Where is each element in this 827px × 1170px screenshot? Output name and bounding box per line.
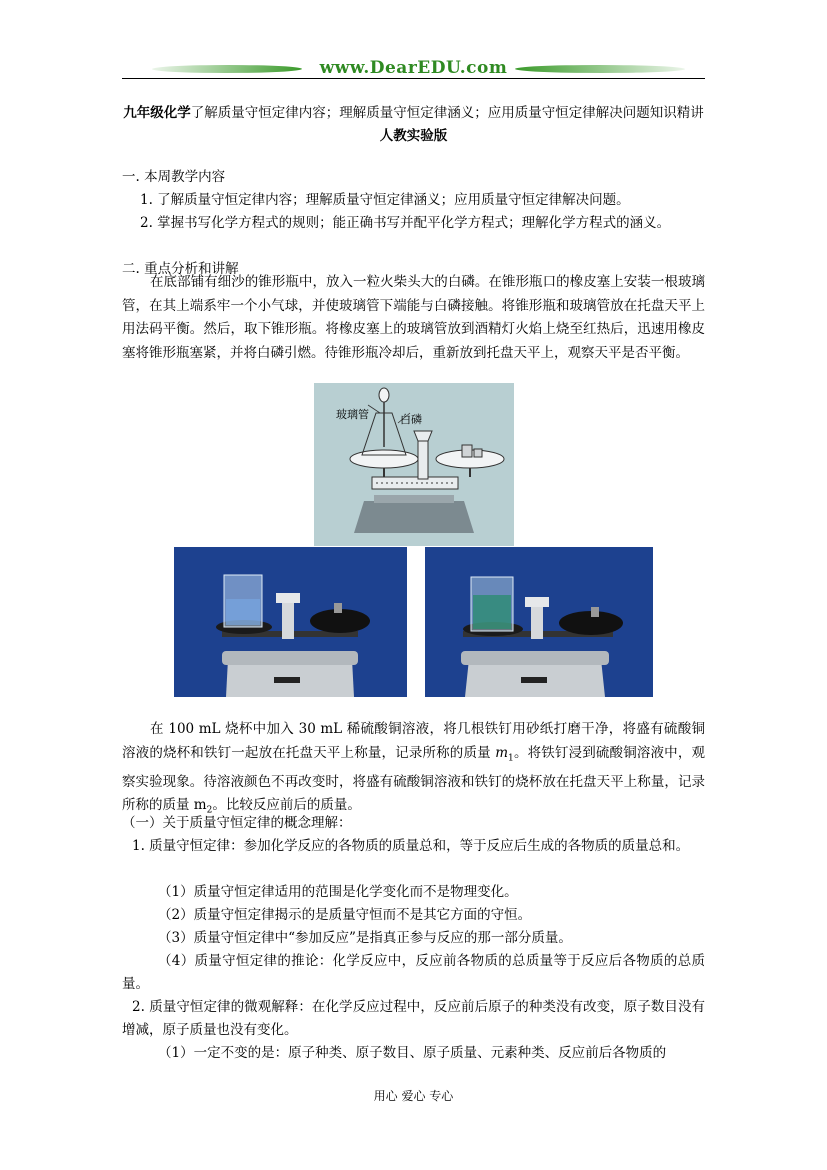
experiment2-text-b: 。将铁钉浸到硫酸铜溶液中，观察实验现象。待溶液颜色不再改变时，将盛有硫酸铜溶液和铁钉的烧杯放在托盘天平上称量，记录所称的质量 bbox=[122, 744, 705, 814]
title-main: 了解质量守恒定律内容；理解质量守恒定律涵义；应用质量守恒定律解决问题知识精讲 bbox=[190, 105, 704, 121]
experiment2-paragraph bbox=[122, 718, 705, 823]
experiment1-paragraph: 在底部铺有细沙的锥形瓶中，放入一粒火柴头大的白磷。在锥形瓶口的橡皮塞上安装一根玻璃管，在其上端系牢一个小气球，并使玻璃管下端能与白磷接触。将锥形瓶和玻璃管放在托盘天平上用法码平衡。然后，取下锥形瓶。将橡皮塞上的玻璃管放到酒精灯火焰上烧至红热后，迅速用橡皮塞将锥形瓶塞紧，并将白磷引燃。待锥形瓶冷却后，重新放到托盘天平上，观察天平是否平衡。 bbox=[122, 274, 705, 361]
law-note-2: （2）质量守恒定律揭示的是质量守恒而不是其它方面的守恒。 bbox=[158, 907, 532, 923]
section2-heading: 二. 重点分析和讲解 bbox=[122, 261, 239, 277]
document-title bbox=[122, 102, 705, 148]
law-note-3: （3）质量守恒定律中“参加反应”是指真正参与反应的那一部分质量。 bbox=[158, 930, 572, 946]
balance-diagram bbox=[314, 383, 514, 546]
label-white-phosphorus: 白磷 bbox=[400, 413, 422, 426]
mass-m2: m bbox=[193, 797, 207, 814]
law-note-1: （1）质量守恒定律适用的范围是化学变化而不是物理变化。 bbox=[158, 884, 518, 900]
law-definition: 1. 质量守恒定律：参加化学反应的各物质的质量总和，等于反应后生成的各物质的质量总和。 bbox=[132, 838, 690, 854]
label-glass-tube: 玻璃管 bbox=[336, 408, 369, 421]
section1-heading: 一. 本周教学内容 bbox=[122, 169, 226, 185]
site-logo: www.DearEDU.com bbox=[319, 58, 508, 78]
experiment2-text-a: 在 100 mL 烧杯中加入 30 mL 稀硫酸铜溶液，将几根铁钉用砂纸打磨干净，将盛有硫酸铜溶液的烧杯和铁钉一起放在托盘天平上称量，记录所称的质量 bbox=[122, 721, 705, 761]
mass-m1: m bbox=[495, 744, 509, 761]
law-note-4: （4）质量守恒定律的推论：化学反应中，反应前各物质的总质量等于反应后各物质的总质量。 bbox=[122, 953, 705, 992]
mass-m2-subscript: 2 bbox=[206, 805, 213, 816]
title-edition: 人教实验版 bbox=[379, 128, 448, 144]
page-footer: 用心 爱心 专心 bbox=[373, 1089, 454, 1103]
title-subject: 九年级化学 bbox=[123, 105, 191, 121]
micro-invariant: （1）一定不变的是：原子种类、原子数目、原子质量、元素种类、反应前后各物质的 bbox=[158, 1045, 667, 1061]
section1-item-1: 1. 了解质量守恒定律内容；理解质量守恒定律涵义；应用质量守恒定律解决问题。 bbox=[140, 192, 630, 208]
experiment2-text-c: 。比较反应前后的质量。 bbox=[212, 797, 361, 814]
header-divider bbox=[122, 78, 705, 79]
section1-item-2: 2. 掌握书写化学方程式的规则；能正确书写并配平化学方程式；理解化学方程式的涵义。 bbox=[140, 215, 671, 231]
page-header bbox=[122, 58, 705, 82]
mass-m1-subscript: 1 bbox=[508, 753, 514, 764]
balance-photo-before bbox=[174, 547, 407, 697]
concept-subheading: （一）关于质量守恒定律的概念理解： bbox=[122, 815, 352, 831]
balance-photo-after bbox=[425, 547, 653, 697]
micro-explanation: 2. 质量守恒定律的微观解释：在化学反应过程中，反应前后原子的种类没有改变，原子数目没有增减，原子质量也没有变化。 bbox=[122, 999, 705, 1038]
